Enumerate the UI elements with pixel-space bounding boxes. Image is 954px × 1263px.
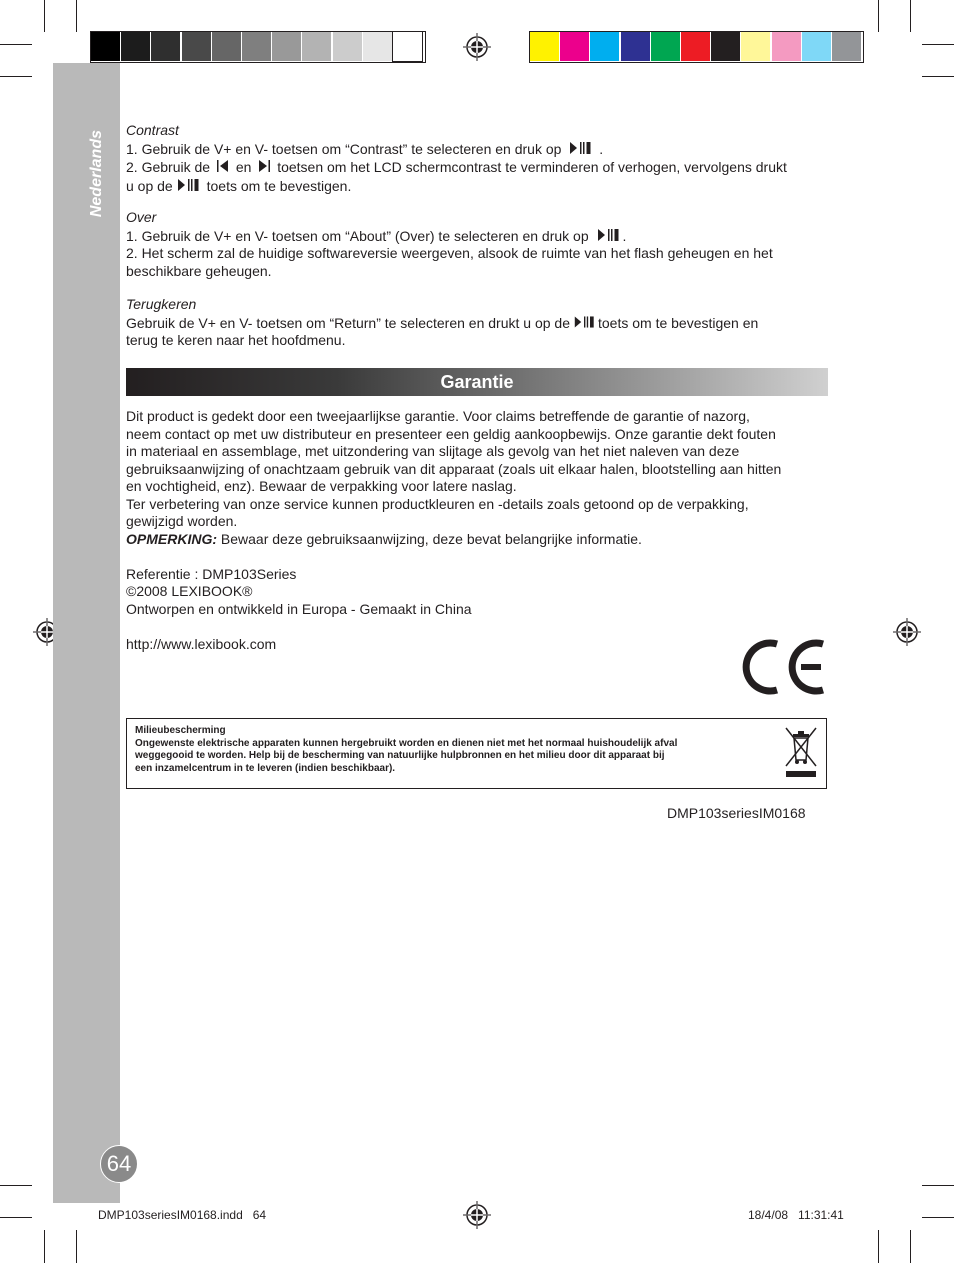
document-code: DMP103seriesIM0168 [667, 805, 806, 821]
color-swatch [91, 32, 120, 61]
color-swatch [621, 32, 650, 61]
instruction-text: 1. Gebruik de V+ en V- toetsen om “About” (Over) te selecteren en druk op [126, 227, 589, 244]
paragraph-line: in materiaal en assemblage, met uitzondering van slijtage als gevolg van het niet naleven van deze [126, 443, 740, 459]
color-swatch [302, 32, 331, 61]
color-swatch [711, 32, 740, 61]
instruction-text: toets om te bevestigen en [597, 314, 759, 331]
instruction-text: 1. Gebruik de V+ en V- toetsen om “Contrast” te selecteren en druk op [126, 140, 562, 157]
crop-mark [910, 1230, 911, 1263]
environment-line: weggegooid te worden. Help bij de bescherming van natuurlijke hulpbronnen en het milieu door dit apparaat bij [135, 750, 665, 761]
website-link[interactable]: http://www.lexibook.com [126, 635, 277, 652]
instruction-text: 2. Gebruik de [126, 159, 211, 175]
color-swatch [151, 32, 180, 61]
paragraph-line: en vochtigheid, enz). Bewaar de verpakking voor latere naslag. [126, 478, 517, 494]
color-swatch [741, 32, 770, 61]
garantie-title: Garantie [440, 372, 514, 392]
instruction-text: en [235, 159, 252, 175]
color-swatch [772, 32, 801, 61]
section-heading: Contrast [126, 122, 179, 138]
color-swatch [802, 32, 831, 61]
origin-statement: Ontworpen en ontwikkeld in Europa - Gemaakt in China [126, 600, 472, 617]
crop-mark [878, 0, 879, 32]
instruction-text: toetsen om het LCD schermcontrast te verminderen of verhogen, vervolgens drukt [277, 159, 787, 175]
copyright: ©2008 LEXIBOOK® [126, 583, 253, 599]
color-swatch [651, 32, 680, 61]
environment-line: Ongewenste elektrische apparaten kunnen hergebruikt worden en dienen niet met het normaal huishoudelijk afval [135, 737, 678, 749]
instruction-text: terug te keren naar het hoofdmenu. [126, 332, 346, 348]
footer-timestamp: 18/4/08 11:31:41 [748, 1208, 844, 1222]
crop-mark [44, 1230, 45, 1263]
crop-mark [44, 0, 45, 32]
paragraph-line: gewijzigd worden. [126, 513, 238, 529]
play-pause-icon [567, 140, 593, 156]
contrast-section [126, 122, 836, 195]
crop-mark [76, 0, 77, 32]
crop-mark [0, 76, 32, 77]
section-heading: Over [126, 209, 157, 225]
crossed-out-bin-icon [784, 726, 818, 780]
color-swatch [681, 32, 710, 61]
color-swatch [363, 32, 392, 61]
instruction-text: Gebruik de V+ en V- toetsen om “Return” te selecteren en drukt u op de [126, 314, 570, 331]
environment-title: Milieubescherming [135, 725, 226, 736]
paragraph-line: neem contact op met uw distributeur en presenteer een geldig aankoopbewijs. Onze garantie dekt fouten [126, 425, 776, 442]
environment-notice [135, 725, 775, 775]
instruction-text: toets om te bevestigen. [206, 177, 352, 194]
instruction-text: . [599, 140, 604, 157]
crop-mark [76, 1230, 77, 1263]
color-swatch [560, 32, 589, 61]
crop-mark [0, 1217, 32, 1218]
over-section [126, 209, 836, 280]
section-heading: Terugkeren [126, 296, 197, 312]
previous-icon [216, 158, 230, 174]
note-text: Bewaar deze gebruiksaanwijzing, deze bevat belangrijke informatie. [217, 530, 642, 547]
registration-mark-icon [463, 33, 491, 61]
instruction-text: beschikbare geheugen. [126, 262, 272, 279]
color-swatch [121, 32, 150, 61]
instruction-text: 2. Het scherm zal de huidige softwareversie weergeven, alsook de ruimte van het flash geheugen en het [126, 245, 773, 261]
paragraph-line: gebruiksaanwijzing of onachtzaam gebruik van dit apparaat (zoals uit elkaar halen, blootstelling aan hitten [126, 460, 782, 477]
footer-filename: DMP103seriesIM0168.indd 64 [98, 1208, 267, 1222]
next-icon [257, 158, 271, 174]
registration-mark-icon [893, 618, 921, 646]
color-swatch [832, 32, 861, 61]
color-swatch [242, 32, 271, 61]
note-label: OPMERKING: [126, 530, 217, 547]
play-pause-icon [175, 177, 201, 193]
language-label: Nederlands [88, 130, 105, 218]
page-number: 64 [100, 1145, 138, 1183]
sidebar-band [53, 63, 120, 1203]
ce-mark-icon [739, 636, 827, 698]
environment-line: een inzamelcentrum in te leveren (indien beschikbaar). [135, 762, 396, 774]
instruction-text: u op de [126, 177, 173, 194]
crop-mark [922, 44, 954, 45]
instruction-text: . [622, 227, 627, 244]
color-swatch [272, 32, 301, 61]
crop-mark [878, 1230, 879, 1263]
play-pause-icon [595, 227, 621, 243]
crop-mark [922, 1217, 954, 1218]
crop-mark [922, 1185, 954, 1186]
crop-mark [922, 76, 954, 77]
garantie-body [126, 408, 836, 653]
paragraph-line: Dit product is gedekt door een tweejaarlijkse garantie. Voor claims betreffende de garantie of nazorg, [126, 408, 750, 424]
color-swatch [590, 32, 619, 61]
color-swatch [530, 32, 559, 61]
paragraph-line: Ter verbetering van onze service kunnen productkleuren en -details zoals getoond op de verpakking, [126, 495, 749, 512]
color-swatch [182, 32, 211, 61]
crop-mark [0, 44, 32, 45]
terugkeren-section [126, 296, 836, 350]
crop-mark [0, 1185, 32, 1186]
crop-mark [910, 0, 911, 32]
color-swatch [212, 32, 241, 61]
play-pause-icon [572, 314, 596, 330]
registration-mark-icon [463, 1201, 491, 1229]
color-swatch [333, 32, 362, 61]
color-swatch [393, 32, 422, 61]
reference: Referentie : DMP103Series [126, 565, 297, 582]
